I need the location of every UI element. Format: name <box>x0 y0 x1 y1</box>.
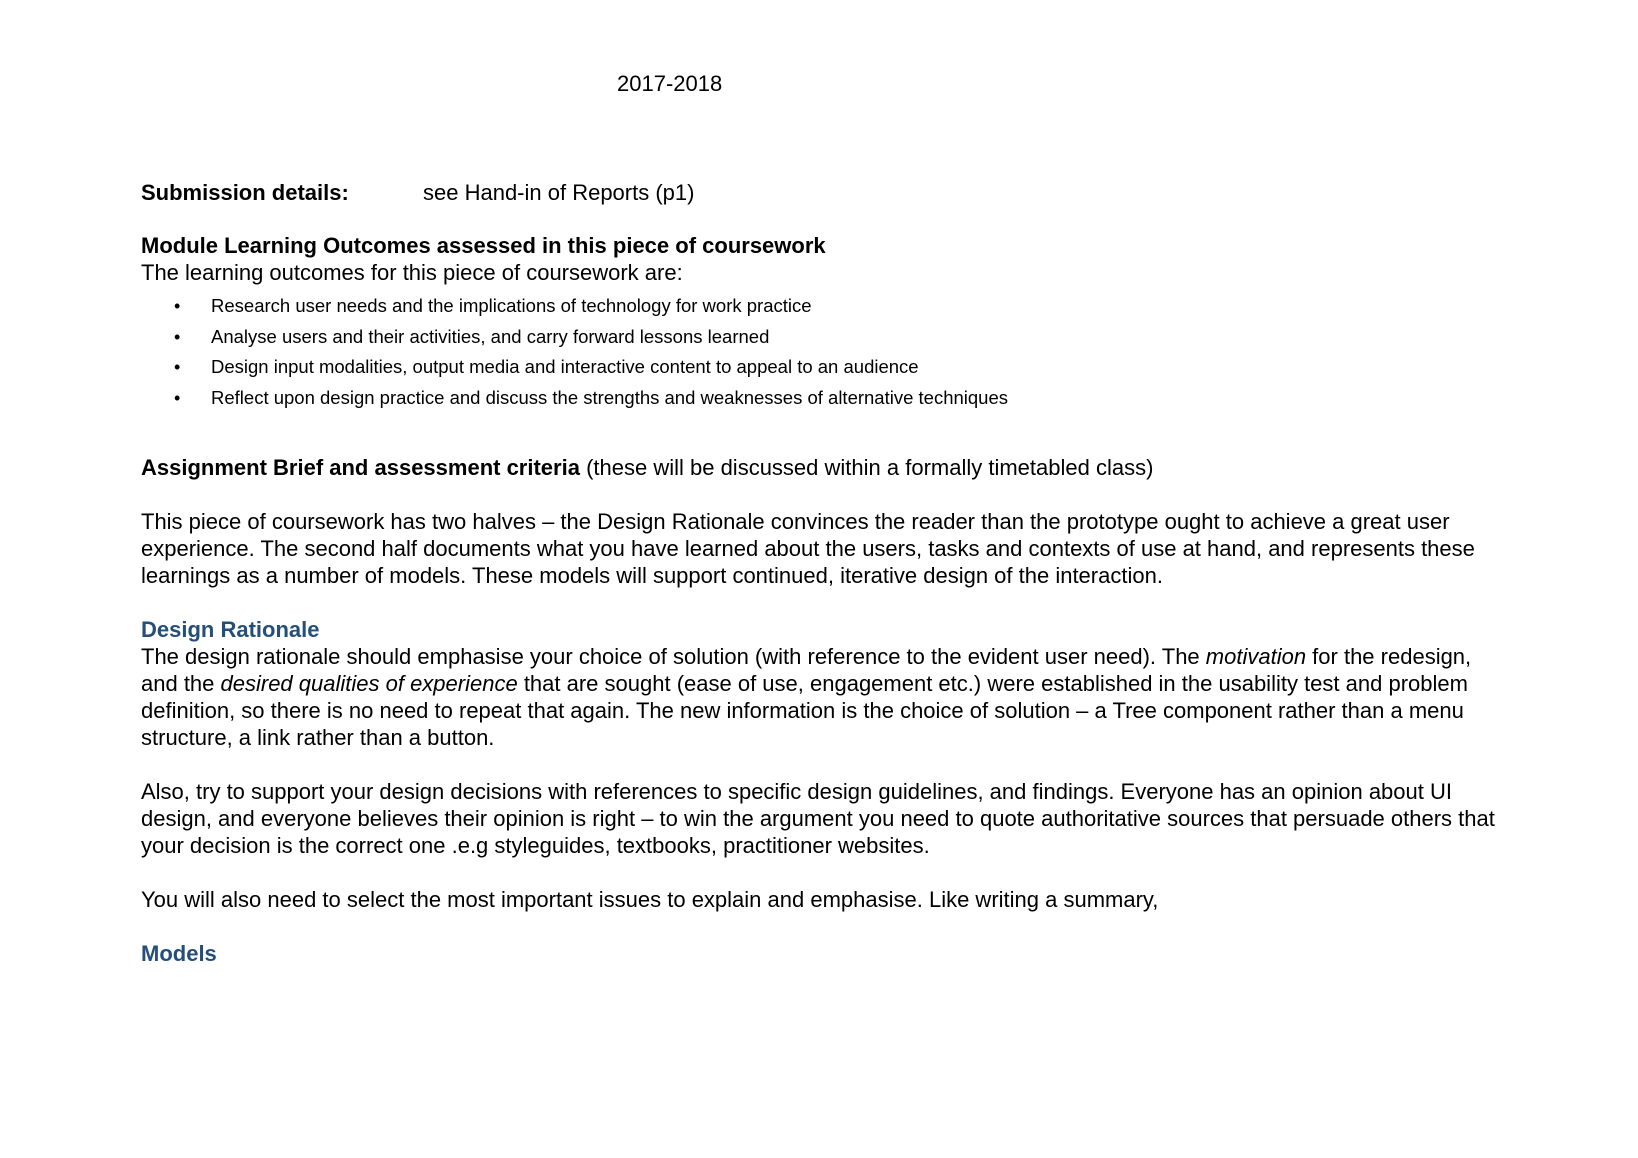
design-rationale-paragraph-2: Also, try to support your design decisions with references to specific design guidelines, and findings. Everyone has an opinion about UI design, and everyone believes their opinion is right – to win the argument you need to quote authoritative sources that persuade others that your decision is the correct one .e.g styleguides, textbooks, practitioner websites. <box>141 779 1495 858</box>
bullet-icon: • <box>174 326 181 347</box>
assignment-brief-heading <box>141 454 1511 481</box>
assignment-brief-paragraph: This piece of coursework has two halves – the Design Rationale convinces the reader than the prototype ought to achieve a great user experience. The second half documents what you have learned about the users, tasks and contexts of use at hand, and represents these learnings as a number of models. These models will support continued, iterative design of the interaction. <box>141 509 1475 588</box>
list-item <box>141 291 1511 322</box>
list-item <box>141 383 1511 414</box>
bullet-icon: • <box>174 387 181 408</box>
learning-outcomes-intro: The learning outcomes for this piece of coursework are: <box>141 260 683 285</box>
models-heading: Models <box>141 941 217 966</box>
bullet-icon: • <box>174 357 181 377</box>
submission-details <box>141 179 1511 206</box>
document-body <box>141 179 1511 967</box>
list-item <box>141 322 1511 353</box>
emphasis-motivation: motivation <box>1205 644 1307 669</box>
design-rationale-paragraph-3: You will also need to select the most important issues to explain and emphasise. Like writing a summary, <box>141 887 1159 912</box>
bullet-icon: • <box>174 296 181 316</box>
learning-outcomes-list <box>141 291 1511 413</box>
design-rationale-heading: Design Rationale <box>141 617 320 642</box>
paragraph-text: for the redesign, and the <box>141 644 1472 696</box>
paragraph-text: that are sought (ease of use, engagement etc.) were established in the usability test and problem definition, so there is no need to repeat that again. The new information is the choice of solution – a Tree component rather than a menu structure, a link rather than a button. <box>141 671 1468 750</box>
submission-label: Submission details: <box>141 180 349 205</box>
list-item <box>141 352 1511 383</box>
academic-year: 2017-2018 <box>617 71 723 96</box>
assignment-brief-note: (these will be discussed within a formally timetabled class) <box>579 455 1154 480</box>
learning-outcomes-heading: Module Learning Outcomes assessed in this piece of coursework <box>141 233 826 258</box>
design-rationale-paragraph-1 <box>141 643 1511 751</box>
list-item-text: Research user needs and the implications of technology for work practice <box>211 295 812 316</box>
list-item-text: Reflect upon design practice and discuss the strengths and weaknesses of alternative techniques <box>211 386 1009 408</box>
list-item-text: Design input modalities, output media and interactive content to appeal to an audience <box>211 356 919 377</box>
emphasis-qualities: desired qualities of experience <box>220 671 518 696</box>
list-item-text: Analyse users and their activities, and carry forward lessons learned <box>211 325 770 347</box>
assignment-brief-title: Assignment Brief and assessment criteria <box>141 455 580 480</box>
submission-value: see Hand-in of Reports (p1) <box>423 180 695 205</box>
paragraph-text: The design rationale should emphasise your choice of solution (with reference to the evident user need). The <box>141 644 1206 669</box>
